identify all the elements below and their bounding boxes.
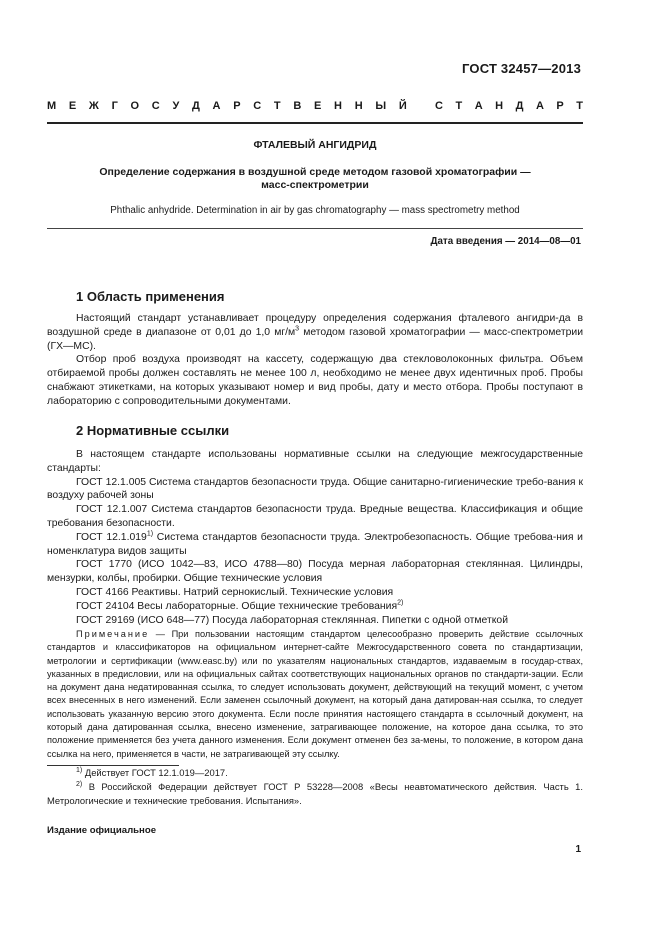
section-1-paragraph-2: Отбор проб воздуха производят на кассету, содержащую два стекловолоконных фильтра. Объем отбираемой пробы должен составлять не менее 100 л, необходимо не менее двух идентичных проб. Пробы снабжают этикетками, на которых указывают номер и вид пробы, дату и место отбора. Пробы поступают в лабораторию с сопроводительными документами. xyxy=(47,354,583,407)
reference-gost-24104: ГОСТ 24104 Весы лабораторные. Общие технические требования$^{2)}$ xyxy=(76,599,404,612)
banner-letter: Е xyxy=(314,100,322,112)
banner-word-1 xyxy=(47,100,407,112)
reference-gost-12-1-005: ГОСТ 12.1.005 Система стандартов безопасности труда. Общие санитарно-гигиенические требо-вания к воздуху рабочей зоны xyxy=(47,476,583,502)
section-1-heading: 1 Область применения xyxy=(76,289,225,304)
banner-letter: Й xyxy=(398,100,407,112)
banner-letter: Н xyxy=(354,100,363,112)
section-2-heading: 2 Нормативные ссылки xyxy=(76,423,230,438)
english-title: Phthalic anhydride. Determination in air by gas chromatography — mass spectrometry method xyxy=(110,205,520,216)
banner-letter: Е xyxy=(68,100,77,112)
reference-gost-1770: ГОСТ 1770 (ИСО 1042—83, ИСО 4788—80) Посуда мерная лабораторная стеклянная. Цилиндры, мензурки, колбы, пробирки. Общие технические условия xyxy=(47,559,583,585)
banner-letter: Ы xyxy=(375,100,387,112)
document-title: ФТАЛЕВЫЙ АНГИДРИД xyxy=(253,139,377,151)
title-rule xyxy=(47,228,583,229)
banner-letter: Д xyxy=(192,100,200,112)
reference-gost-4166: ГОСТ 4166 Реактивы. Натрий сернокислый. Технические условия xyxy=(76,586,394,598)
note-text: — При пользовании настоящим стандартом целесообразно проверить действие ссылочных стандартов и классификаторов на официальном интернет-сайте Межгосударственного совета по стандартизации, метрологии и сертификации (www.easc.by) или по указателям национальных стандартов, издаваемым в государ-ствах, указанных в предисловии, или на официальных сайтах соответствующих национальных органов по стандарти-зации. Если на документ дана недатированная ссылка, то следует использовать документ, действующий на текущий момент, с учетом всех внесенных в него изменений. Если заменен ссылочный документ, на который дана датирован-ная ссылка, то следует использовать указанную версию этого документа. Если после принятия настоящего стандарта в ссылочный документ, на который дана датированная ссылка, внесено изменение, затрагивающее положение, на которое дана ссылка, то это положение применяется без учета данного изменения. Если документ отменен без за-мены, то положение, в котором дана ссылка на него, применяется в части, не затрагивающей эту ссылку. xyxy=(47,629,583,759)
subtitle-line-2: масс-спектрометрии xyxy=(261,179,369,191)
section-1-paragraph-1: Настоящий стандарт устанавливает процедуру определения содержания фталевого ангидри-да в воздушной среде в диапазоне от 0,01 до 1,0 $мг/м^3$ методом газовой хроматографии — масс-спектрометрии (ГХ—МС). xyxy=(47,313,583,352)
banner-letter: С xyxy=(253,100,262,112)
introduction-date: Дата введения — 2014—08—01 xyxy=(430,236,581,247)
banner-letter: Н xyxy=(334,100,342,112)
banner-letter: Ж xyxy=(88,100,99,112)
footnotes xyxy=(47,766,583,807)
reference-gost-12-1-019: ГОСТ 12.1.019$^{1)}$ Система стандартов безопасности труда. Электробезопасность. Общие требова-ния и номенклатура видов защиты xyxy=(47,530,583,557)
banner-letter: О xyxy=(130,100,140,112)
document-subtitle xyxy=(47,166,583,192)
banner-letter: С xyxy=(151,100,160,112)
banner-letter: М xyxy=(47,100,57,112)
banner-letter: С xyxy=(435,100,443,112)
banner-letter: А xyxy=(535,100,544,112)
subtitle-line-1: Определение содержания в воздушной среде методом газовой хроматографии — xyxy=(99,166,531,178)
banner-letter: Д xyxy=(515,100,524,112)
banner-letter: А xyxy=(212,100,221,112)
banner-letter: Т xyxy=(455,100,463,112)
gost-number: ГОСТ 32457—2013 xyxy=(462,61,581,76)
standard-banner xyxy=(47,100,583,112)
section-2-intro: В настоящем стандарте использованы нормативные ссылки на следующие межгосударственные стандарты: xyxy=(47,449,583,474)
note-block xyxy=(47,628,583,761)
banner-letter: В xyxy=(293,100,302,112)
page-number: 1 xyxy=(575,844,581,855)
footnote-2: $^{2)}$ В Российской Федерации действует ГОСТ Р 53228—2008 «Весы неавтоматического действия. Часть 1. Метрологические и технические требования. Испытания». xyxy=(47,780,583,806)
banner-letter: Н xyxy=(495,100,504,112)
banner-rule xyxy=(47,122,583,124)
banner-letter: А xyxy=(474,100,483,112)
note-label: Примечание xyxy=(76,629,150,639)
reference-gost-12-1-007: ГОСТ 12.1.007 Система стандартов безопасности труда. Вредные вещества. Классификация и общие требования безопасности. xyxy=(47,504,583,529)
banner-word-2 xyxy=(435,100,583,112)
official-edition-label: Издание официальное xyxy=(47,825,157,836)
section-1-body xyxy=(47,312,583,409)
banner-letter: Т xyxy=(273,100,281,112)
section-2-body xyxy=(47,448,583,627)
banner-letter: Т xyxy=(576,100,583,112)
banner-letter: У xyxy=(172,100,180,112)
banner-letter: Р xyxy=(556,100,564,112)
banner-letter: Р xyxy=(233,100,241,112)
banner-letter: Г xyxy=(111,100,118,112)
reference-gost-29169: ГОСТ 29169 (ИСО 648—77) Посуда лабораторная стеклянная. Пипетки с одной отметкой xyxy=(76,614,509,626)
footnote-1: $^{1)}$ Действует ГОСТ 12.1.019—2017. xyxy=(76,766,228,778)
